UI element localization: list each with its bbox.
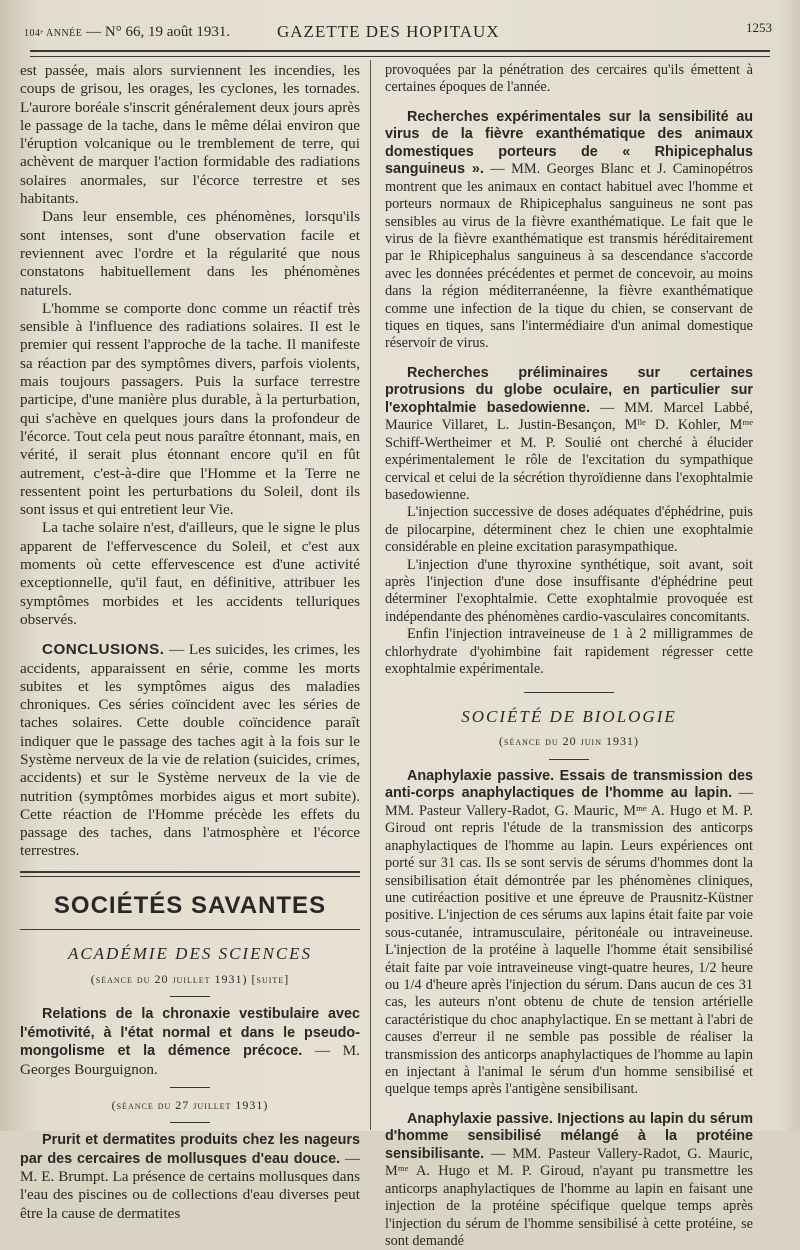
journal-title: GAZETTE DES HOPITAUX: [277, 22, 500, 41]
section-heading-societes: SOCIÉTÉS SAVANTES: [53, 891, 327, 919]
report-title: Prurit et dermatites produits chez les nageurs par des cercaires de mollusques d'eau douce.: [20, 1132, 360, 1167]
left-column: [20, 62, 360, 1223]
short-rule: [170, 996, 210, 997]
conclusions-paragraph: [20, 641, 360, 861]
paragraph: L'injection d'une thyroxine synthétique, soit avant, soit après l'injection d'une dose insuffisante d'éphédrine peut déterminer l'exophtalmie. Cette exophtalmie provoquée est indépendante des phénomènes cardio-vasculaires concomitants.: [385, 556, 753, 625]
short-rule: [170, 1087, 210, 1088]
report-title: Relations de la chronaxie vestibulaire avec l'émotivité, à l'état normal et dans le pseudo-mongolisme et la démence précoce.: [20, 1006, 360, 1060]
section-rule: [20, 871, 360, 877]
issue-number: — N° 66, 19 août 1931.: [86, 24, 231, 40]
paragraph: est passée, mais alors surviennent les incendies, les coups de grisou, les orages, les cyclones, les tornades. L'aurore boréale s'inscrit généralement deux jours après le passage de la tache, dans le même délai environ que l'éruption volcanique ou le tremblement de terre, qui achèvent de marquer l'action formidable des radiations solaires anormales, sur l'écorce terrestre et ses habitants.: [20, 62, 360, 208]
report-item: [385, 1111, 753, 1250]
paragraph: Dans leur ensemble, ces phénomènes, lorsqu'ils sont intenses, sont d'une observation facile et reviennent avec l'ordre et la régularité que nous constatons habituellement dans les phénomènes naturels.: [20, 208, 360, 299]
report-item: [20, 1131, 360, 1223]
conclusions-label: CONCLUSIONS.: [42, 641, 165, 659]
report-title: Anaphylaxie passive. Essais de transmission des anti-corps anaphylactiques de l'homme au lapin.: [385, 767, 753, 802]
paragraph: provoquées par la pénétration des cercaires qu'ils émettent à certaines époques de l'année.: [385, 62, 753, 96]
header-rule-thin: [30, 56, 770, 57]
short-rule: [524, 692, 614, 693]
conclusions-text: — Les suicides, les crimes, les accidents, apparaissent en série, comme les morts subites et les symptômes aigus des maladies chroniques. Ces séries coïncident avec les séries de taches solaires. Cette double coïncidence paraît indiquer que le passage des taches agit à la fois sur le Système nerveux de la vie de relation (suicides, crimes, accidents) et sur le Système nerveux de la vie de nutrition (symptômes morbides aigus et mort subite). Cette réaction de l'Homme précède les effets du passage des taches, dans l'atmosphère et l'écorce terrestres.: [20, 641, 360, 860]
session-date: (séance du 20 juin 1931): [499, 734, 639, 749]
report-title: Recherches préliminaires sur certaines protrusions du globe oculaire, en particulier sur l'exophtalmie basedowienne.: [385, 364, 753, 416]
short-rule: [170, 1122, 210, 1123]
report-text: — MM. Pasteur Vallery-Radot, G. Mauric, Mᵐᵉ A. Hugo et M. P. Giroud ont repris l'étude de la transmission des anticorps anaphylactiques de l'homme au lapin. Leurs expériences ont porté sur 31 cas. Ils se sont servis de sérums d'hommes dont la sensibilisation était démontrée par les phénomènes cliniques, une cutiréaction positive et une épreuve de Prausnitz-Küstner positive. L'injection de ces sérums aux lapins était faite par voie sous-cutanée, intramusculaire, péritonéale ou intraveineuse. L'injection de la protéine à laquelle l'homme était sensibilisé était faite par voie intraveineuse vingt-quatre heures, 1/2 heure ou 1/4 d'heure après l'injection du sérum. Dans aucun de ces 31 cas, les auteurs n'ont obtenu de chute de tension artérielle caractéristique du choc anaphylactique. En se mettant à l'abri de causes d'erreur il ne semble pas possible de réaliser la transmission des anticorps anaphylactiques de l'homme au lapin en injectant à l'animal le sérum d'un homme sensibilisé et quelque temps après l'antigène sensibilisant.: [385, 785, 753, 1098]
paragraph: L'homme se comporte donc comme un réactif très sensible à l'influence des radiations solaires. Il est le premier qui ressent l'approche de la tache. Il manifeste sa réaction par des symptômes divers, parfois violents, mais toujours passagers. Puis la surface terrestre participe, d'une manière plus durable, à la perturbation, qui s'achève en quelques jours dans la profondeur de l'écorce. Tout cela peut nous paraître étonnant, mais, en vérité, il serait plus étonnant encore qu'il en fût autrement, c'est-à-dire que l'Homme et la Terre ne ressentent point les perturbations du Soleil, dont ils sont issus et qui entretient leur Vie.: [20, 299, 360, 519]
report-text: — MM. Georges Blanc et J. Caminopétros montrent que les animaux en contact habituel avec l'homme et porteurs normaux de Rhipicephalus sanguineus ne sont pas sensibles au virus de la fièvre exanthématique. Le fait que le virus de la fièvre exanthématique est transmis héréditairement par le Rhipicephalus sanguineus à sa descendance s'accorde avec les données précédentes et permet de concevoir, au moins dans la région méditerranéenne, la fièvre exanthématique comme une infection de la tique du chien, se conservant de tiques en tiques, sans l'intermédiaire d'un animal domestique réservoir de virus.: [385, 161, 753, 352]
report-item: [385, 109, 753, 353]
report-text: — MM. Marcel Labbé, Maurice Villaret, L. Justin-Besançon, Mˡˡᵉ D. Kohler, Mᵐᵉ Schiff-Wertheimer et M. P. Soulié ont cherché à élucider expérimentalement le rôle de l'excitation du sympathique cervical et celui de la sécrétion thyroïdienne dans l'exophtalmie basedowienne.: [385, 399, 754, 503]
report-text: — M. E. Brumpt. La présence de certains mollusques dans l'eau des piscines ou de collections d'eau diverses peut être la cause de dermatites: [20, 1149, 361, 1222]
society-heading: SOCIÉTÉ DE BIOLOGIE: [461, 707, 677, 727]
paragraph: La tache solaire n'est, d'ailleurs, que le signe le plus apparent de l'effervescence du Soleil, et c'est aux moments où cette effervescence est d'une activité exceptionnelle, qu'il faut, en définitive, attribuer les symptômes morbides et les accidents telluriques observés.: [20, 519, 360, 628]
paragraph: Enfin l'injection intraveineuse de 1 à 2 milligrammes de chlorhydrate d'yohimbine fait rapidement régresser cette exophtalmie expérimentale.: [385, 626, 753, 678]
year-label: 104ᵉ ANNÉE: [24, 28, 83, 39]
right-column: [385, 62, 753, 1250]
academy-heading: ACADÉMIE DES SCIENCES: [67, 943, 313, 963]
report-text: — MM. Pasteur Vallery-Radot, G. Mauric, Mᵐᵉ A. Hugo et M. P. Giroud, n'ayant pu transmettre les anticorps anaphylactiques de l'homme au lapin en faisant une injection de la protéine spécifique quelque temps après l'injection du sérum de l'homme sensibilisé à cette protéine, se sont demandé: [385, 1145, 753, 1249]
paragraph: L'injection successive de doses adéquates d'éphédrine, puis de pilocarpine, déterminent chez le chien une exophtalmie considérable en pleine excitation parasympathique.: [385, 504, 753, 556]
header-rule: [30, 50, 770, 52]
report-item: [385, 365, 753, 505]
section-rule-thin: [20, 929, 360, 930]
page-number: 1253: [746, 20, 772, 35]
session-date: (séance du 27 juillet 1931): [111, 1097, 269, 1112]
report-item: [385, 768, 753, 1099]
report-item: [20, 1005, 360, 1079]
page-header: [22, 18, 782, 48]
session-date: (séance du 20 juillet 1931) [suite]: [90, 971, 290, 986]
column-divider: [370, 60, 371, 1130]
issue-info: [24, 24, 230, 41]
report-title: Anaphylaxie passive. Injections au lapin du sérum d'homme sensibilisé mélangé à la protéine sensibilisante.: [385, 1110, 753, 1162]
report-title: Recherches expérimentales sur la sensibilité au virus de la fièvre exanthématique des animaux domestiques porteurs de « Rhipicephalus sanguineus ».: [385, 108, 753, 178]
short-rule: [549, 759, 589, 760]
report-author: — M. Georges Bourguignon.: [20, 1042, 360, 1078]
